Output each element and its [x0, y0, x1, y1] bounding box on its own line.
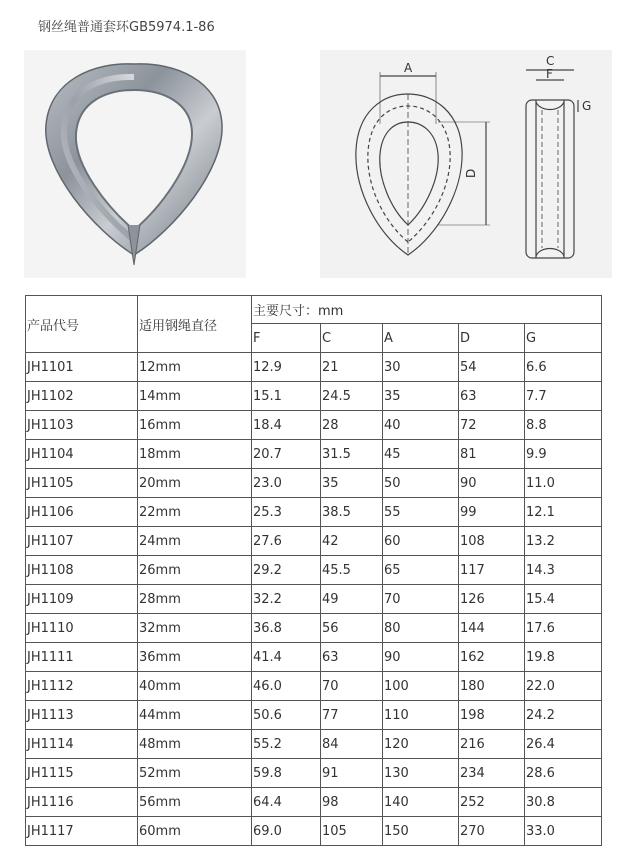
table-cell: 48mm [138, 730, 252, 759]
table-cell: 77 [321, 701, 383, 730]
table-cell: 54 [459, 353, 525, 382]
table-cell: 18.4 [252, 411, 321, 440]
table-cell: 81 [459, 440, 525, 469]
table-cell: 35 [321, 469, 383, 498]
header-product-code: 产品代号 [26, 296, 138, 353]
table-row [26, 701, 602, 730]
table-cell: 65 [383, 556, 459, 585]
table-row [26, 527, 602, 556]
table-cell: 198 [459, 701, 525, 730]
header-col-a: A [383, 324, 459, 353]
table-row [26, 614, 602, 643]
table-cell: 56mm [138, 788, 252, 817]
table-row [26, 817, 602, 846]
dim-a-label: A [404, 61, 413, 75]
table-cell: 12.1 [525, 498, 602, 527]
table-cell: JH1109 [26, 585, 138, 614]
table-cell: 22mm [138, 498, 252, 527]
dimension-diagram [320, 50, 612, 278]
table-cell: 29.2 [252, 556, 321, 585]
table-cell: 110 [383, 701, 459, 730]
table-cell: JH1102 [26, 382, 138, 411]
table-cell: 18mm [138, 440, 252, 469]
table-cell: JH1115 [26, 759, 138, 788]
table-cell: 46.0 [252, 672, 321, 701]
header-col-c: C [321, 324, 383, 353]
table-row [26, 585, 602, 614]
table-cell: JH1103 [26, 411, 138, 440]
table-cell: 15.4 [525, 585, 602, 614]
table-cell: 60mm [138, 817, 252, 846]
table-cell: 38.5 [321, 498, 383, 527]
table-cell: 13.2 [525, 527, 602, 556]
table-cell: 30.8 [525, 788, 602, 817]
table-cell: 30 [383, 353, 459, 382]
dim-f-label: F [546, 67, 553, 81]
table-row [26, 382, 602, 411]
table-cell: 14mm [138, 382, 252, 411]
table-cell: 99 [459, 498, 525, 527]
table-cell: 16mm [138, 411, 252, 440]
table-cell: 216 [459, 730, 525, 759]
table-cell: JH1111 [26, 643, 138, 672]
table-cell: 50.6 [252, 701, 321, 730]
header-main-dimensions: 主要尺寸：mm [252, 296, 602, 324]
table-row [26, 672, 602, 701]
table-cell: 22.0 [525, 672, 602, 701]
table-cell: 31.5 [321, 440, 383, 469]
table-cell: 69.0 [252, 817, 321, 846]
table-cell: 52mm [138, 759, 252, 788]
table-cell: JH1105 [26, 469, 138, 498]
header-col-g: G [525, 324, 602, 353]
table-cell: JH1113 [26, 701, 138, 730]
table-cell: 21 [321, 353, 383, 382]
table-cell: 24.5 [321, 382, 383, 411]
table-cell: 252 [459, 788, 525, 817]
table-cell: 63 [459, 382, 525, 411]
dim-d-label: D [464, 168, 478, 178]
table-row [26, 411, 602, 440]
table-cell: 126 [459, 585, 525, 614]
table-cell: JH1117 [26, 817, 138, 846]
table-cell: 234 [459, 759, 525, 788]
table-cell: 140 [383, 788, 459, 817]
table-cell: 36.8 [252, 614, 321, 643]
table-cell: 117 [459, 556, 525, 585]
table-cell: 20mm [138, 469, 252, 498]
table-cell: 49 [321, 585, 383, 614]
dim-c-label: C [546, 54, 555, 68]
page-title: 钢丝绳普通套环GB5974.1-86 [38, 20, 215, 35]
table-cell: 162 [459, 643, 525, 672]
table-cell: 120 [383, 730, 459, 759]
table-cell: JH1112 [26, 672, 138, 701]
table-cell: JH1116 [26, 788, 138, 817]
spec-table [25, 295, 602, 846]
table-cell: 45.5 [321, 556, 383, 585]
table-cell: 72 [459, 411, 525, 440]
table-cell: 12mm [138, 353, 252, 382]
table-cell: 11.0 [525, 469, 602, 498]
table-row [26, 730, 602, 759]
table-cell: JH1101 [26, 353, 138, 382]
table-cell: 20.7 [252, 440, 321, 469]
table-row [26, 469, 602, 498]
table-cell: 14.3 [525, 556, 602, 585]
table-cell: 26.4 [525, 730, 602, 759]
table-cell: 100 [383, 672, 459, 701]
table-cell: 40 [383, 411, 459, 440]
table-cell: 25.3 [252, 498, 321, 527]
table-cell: 26mm [138, 556, 252, 585]
table-cell: 56 [321, 614, 383, 643]
table-cell: 105 [321, 817, 383, 846]
table-cell: 40mm [138, 672, 252, 701]
header-col-f: F [252, 324, 321, 353]
thimble-photo [24, 50, 246, 278]
table-cell: 180 [459, 672, 525, 701]
dim-g-label: G [582, 99, 592, 113]
table-row [26, 788, 602, 817]
table-cell: 64.4 [252, 788, 321, 817]
table-cell: 42 [321, 527, 383, 556]
table-cell: 80 [383, 614, 459, 643]
table-cell: 8.8 [525, 411, 602, 440]
table-cell: 55 [383, 498, 459, 527]
table-cell: 41.4 [252, 643, 321, 672]
table-cell: JH1107 [26, 527, 138, 556]
table-cell: 24mm [138, 527, 252, 556]
table-cell: 144 [459, 614, 525, 643]
table-cell: 32.2 [252, 585, 321, 614]
table-cell: 28 [321, 411, 383, 440]
table-cell: 98 [321, 788, 383, 817]
table-row [26, 440, 602, 469]
table-cell: 44mm [138, 701, 252, 730]
table-cell: 33.0 [525, 817, 602, 846]
table-cell: 12.9 [252, 353, 321, 382]
table-cell: JH1104 [26, 440, 138, 469]
table-cell: 17.6 [525, 614, 602, 643]
table-cell: 28.6 [525, 759, 602, 788]
table-row [26, 759, 602, 788]
header-rope-diameter: 适用钢绳直径 [138, 296, 252, 353]
table-cell: 55.2 [252, 730, 321, 759]
table-cell: 90 [383, 643, 459, 672]
table-cell: 50 [383, 469, 459, 498]
table-cell: 59.8 [252, 759, 321, 788]
table-cell: 7.7 [525, 382, 602, 411]
table-row [26, 643, 602, 672]
table-cell: 19.8 [525, 643, 602, 672]
table-header-row [26, 296, 602, 324]
table-cell: 60 [383, 527, 459, 556]
table-cell: 23.0 [252, 469, 321, 498]
table-row [26, 498, 602, 527]
table-cell: 84 [321, 730, 383, 759]
table-cell: 63 [321, 643, 383, 672]
table-cell: 150 [383, 817, 459, 846]
table-cell: 24.2 [525, 701, 602, 730]
header-col-d: D [459, 324, 525, 353]
table-cell: 35 [383, 382, 459, 411]
table-cell: 90 [459, 469, 525, 498]
table-cell: 45 [383, 440, 459, 469]
table-cell: 36mm [138, 643, 252, 672]
table-cell: 130 [383, 759, 459, 788]
table-cell: 91 [321, 759, 383, 788]
table-cell: JH1108 [26, 556, 138, 585]
table-cell: JH1114 [26, 730, 138, 759]
table-cell: 70 [321, 672, 383, 701]
table-row [26, 556, 602, 585]
table-cell: JH1110 [26, 614, 138, 643]
table-cell: 9.9 [525, 440, 602, 469]
table-cell: 6.6 [525, 353, 602, 382]
table-cell: 108 [459, 527, 525, 556]
table-row [26, 353, 602, 382]
table-cell: 70 [383, 585, 459, 614]
table-cell: 270 [459, 817, 525, 846]
table-cell: 15.1 [252, 382, 321, 411]
table-cell: 32mm [138, 614, 252, 643]
table-cell: 28mm [138, 585, 252, 614]
table-cell: 27.6 [252, 527, 321, 556]
table-cell: JH1106 [26, 498, 138, 527]
